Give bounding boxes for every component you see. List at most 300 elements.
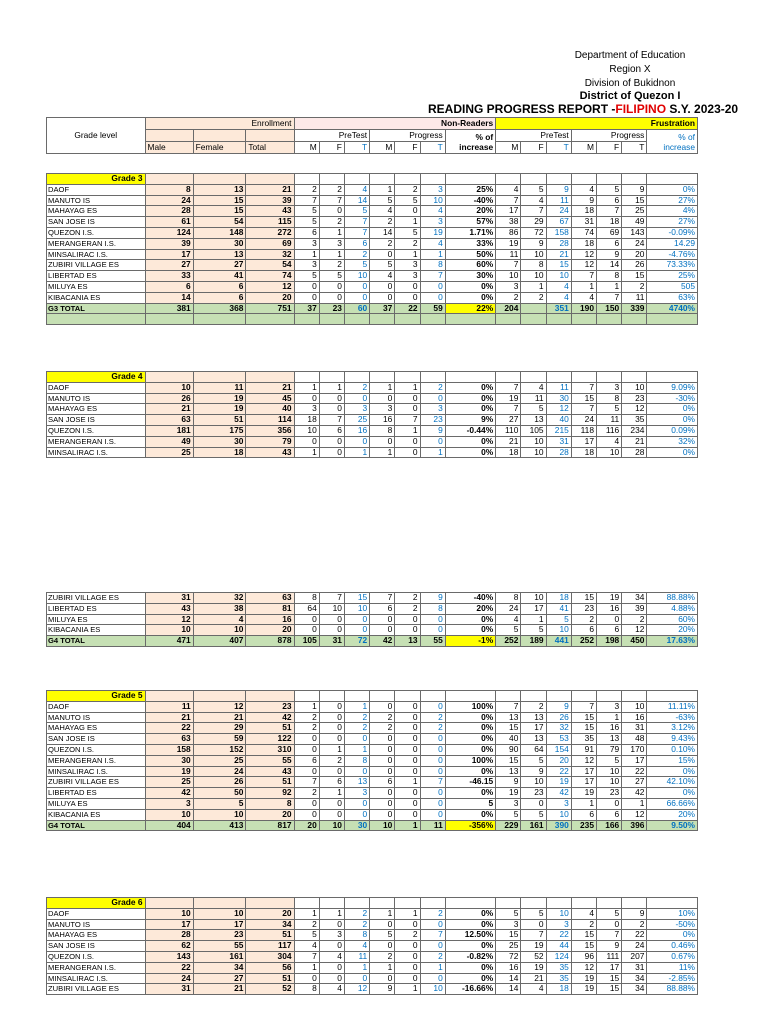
- grade5-table: [46, 690, 698, 831]
- cell-nr-pre-m: 1: [294, 447, 319, 458]
- cell-male: 43: [145, 603, 193, 614]
- cell-fr-prog-m: 74: [571, 227, 596, 238]
- cell-nr-prog-m: 0: [370, 625, 395, 636]
- cell-female: 10: [193, 809, 246, 820]
- cell-school: MAHAYAG ES: [47, 404, 146, 415]
- cell-fr-prog-f: 111: [596, 951, 621, 962]
- cell-fr-pre-m: 3: [496, 919, 521, 930]
- cell-male: 63: [145, 734, 193, 745]
- cell-fr-prog-m: 19: [571, 788, 596, 799]
- cell-fr-pre-m: 5: [496, 809, 521, 820]
- cell-nr-pre-f: 3: [319, 930, 344, 941]
- cell-total: 51: [246, 930, 294, 941]
- cell-fr-prog-t: 34: [622, 984, 647, 995]
- cell-fr-prog-f: 23: [596, 788, 621, 799]
- cell-nr-prog-m: 4: [370, 206, 395, 217]
- cell-nr-pre-t: 6: [344, 238, 369, 249]
- cell-total: 56: [246, 962, 294, 973]
- column-header-table: Grade level Enrollment Non-Readers Frustration PreTest Progress % of increase PreTest Progress % of increase Male Female Total M F T M F T M F T M F T: [46, 117, 698, 154]
- cell-nr-pre-m: 2: [294, 723, 319, 734]
- cell-nr-prog-m: 2: [370, 723, 395, 734]
- cell-fr-pct: 0%: [647, 447, 698, 458]
- cell-fr-prog-f: 11: [596, 415, 621, 426]
- cell-nr-prog-f: 2: [395, 930, 420, 941]
- cell-fr-pct: 11.11%: [647, 701, 698, 712]
- cell-fr-pre-t: 158: [546, 227, 571, 238]
- cell-fr-prog-m: 18: [571, 447, 596, 458]
- cell-female: 29: [193, 723, 246, 734]
- cell-fr-pct: 0.46%: [647, 941, 698, 952]
- cell-total: 45: [246, 393, 294, 404]
- cell-fr-prog-t: 39: [622, 603, 647, 614]
- cell-male: 39: [145, 238, 193, 249]
- cell-nr-pre-f: 0: [319, 436, 344, 447]
- cell-nr-pct: 0%: [445, 393, 495, 404]
- cell-fr-pre-t: 11: [546, 382, 571, 393]
- cell-nr-pre-f: 0: [319, 941, 344, 952]
- grade-title-row: [47, 691, 698, 702]
- table-row: [47, 217, 698, 228]
- table-row: [47, 809, 698, 820]
- cell-school: QUEZON I.S.: [47, 227, 146, 238]
- total-nr-pre-m: 105: [294, 636, 319, 647]
- cell-school: MINSALIRAC I.S.: [47, 766, 146, 777]
- cell-nr-prog-m: 6: [370, 603, 395, 614]
- cell-fr-prog-m: 17: [571, 436, 596, 447]
- cell-nr-pre-t: 12: [344, 984, 369, 995]
- cell-total: 20: [246, 625, 294, 636]
- cell-nr-prog-m: 1: [370, 382, 395, 393]
- cell-nr-pre-t: 2: [344, 712, 369, 723]
- cell-nr-pre-m: 3: [294, 260, 319, 271]
- cell-nr-prog-f: 0: [395, 809, 420, 820]
- cell-fr-prog-m: 6: [571, 625, 596, 636]
- cell-nr-pre-m: 6: [294, 755, 319, 766]
- cell-fr-pre-f: 10: [521, 447, 546, 458]
- cell-nr-pre-m: 8: [294, 984, 319, 995]
- cell-fr-pct: 27%: [647, 217, 698, 228]
- cell-fr-pre-m: 7: [496, 382, 521, 393]
- cell-nr-pct: 12.50%: [445, 930, 495, 941]
- cell-nr-pct: 0%: [445, 744, 495, 755]
- cell-school: MILUYA ES: [47, 281, 146, 292]
- cell-fr-pre-f: 5: [521, 755, 546, 766]
- cell-fr-prog-t: 34: [622, 973, 647, 984]
- cell-female: 54: [193, 217, 246, 228]
- total-fr-prog-m: 190: [571, 303, 596, 314]
- cell-male: 63: [145, 415, 193, 426]
- table-row: [47, 930, 698, 941]
- cell-nr-pre-m: 8: [294, 593, 319, 604]
- cell-fr-pre-f: 64: [521, 744, 546, 755]
- cell-fr-pre-m: 15: [496, 930, 521, 941]
- cell-fr-pct: 60%: [647, 614, 698, 625]
- cell-fr-prog-m: 4: [571, 184, 596, 195]
- cell-nr-pre-t: 5: [344, 260, 369, 271]
- cell-fr-pre-t: 124: [546, 951, 571, 962]
- cell-nr-pre-t: 2: [344, 908, 369, 919]
- cell-fr-prog-t: 170: [622, 744, 647, 755]
- total-fr-pre-f: [521, 303, 546, 314]
- cell-nr-pre-t: 2: [344, 382, 369, 393]
- cell-nr-prog-f: 0: [395, 614, 420, 625]
- cell-nr-pre-f: 1: [319, 249, 344, 260]
- cell-female: 21: [193, 712, 246, 723]
- cell-male: 49: [145, 436, 193, 447]
- table-row: [47, 962, 698, 973]
- total-nr-prog-f: 13: [395, 636, 420, 647]
- grade4-table-bottom: [46, 592, 698, 647]
- cell-school: ZUBIRI VILLAGE ES: [47, 260, 146, 271]
- cell-fr-pre-f: 1: [521, 281, 546, 292]
- cell-nr-prog-f: 0: [395, 447, 420, 458]
- cell-nr-pct: -16.66%: [445, 984, 495, 995]
- cell-nr-pre-t: 4: [344, 941, 369, 952]
- cell-fr-pre-m: 11: [496, 249, 521, 260]
- cell-female: 21: [193, 984, 246, 995]
- cell-nr-prog-t: 3: [420, 184, 445, 195]
- cell-school: MILUYA ES: [47, 614, 146, 625]
- cell-fr-pre-m: 21: [496, 436, 521, 447]
- cell-nr-pre-t: 7: [344, 227, 369, 238]
- table-row: [47, 777, 698, 788]
- cell-nr-pct: 20%: [445, 206, 495, 217]
- cell-fr-pre-t: 24: [546, 206, 571, 217]
- cell-nr-prog-f: 0: [395, 788, 420, 799]
- cell-fr-prog-t: 1: [622, 798, 647, 809]
- cell-fr-pre-m: 2: [496, 292, 521, 303]
- cell-fr-pre-f: 11: [521, 393, 546, 404]
- cell-fr-pre-m: 72: [496, 951, 521, 962]
- cell-fr-pre-m: 15: [496, 755, 521, 766]
- total-nr-pre-t: 30: [344, 820, 369, 831]
- cell-male: 124: [145, 227, 193, 238]
- cell-fr-pre-t: 30: [546, 393, 571, 404]
- header-total: Total: [246, 142, 294, 154]
- cell-nr-prog-m: 2: [370, 712, 395, 723]
- cell-nr-prog-t: 9: [420, 425, 445, 436]
- cell-school: DAOF: [47, 908, 146, 919]
- cell-nr-prog-m: 0: [370, 973, 395, 984]
- cell-nr-prog-f: 0: [395, 755, 420, 766]
- cell-nr-pre-t: 11: [344, 951, 369, 962]
- cell-fr-pre-m: 40: [496, 734, 521, 745]
- cell-fr-prog-m: 12: [571, 962, 596, 973]
- cell-fr-prog-t: 234: [622, 425, 647, 436]
- total-male: 471: [145, 636, 193, 647]
- cell-nr-pct: 0%: [445, 625, 495, 636]
- cell-fr-prog-f: 6: [596, 195, 621, 206]
- cell-fr-pre-m: 14: [496, 984, 521, 995]
- cell-fr-pre-m: 4: [496, 184, 521, 195]
- cell-female: 27: [193, 260, 246, 271]
- header-department: Department of Education: [574, 50, 686, 61]
- cell-nr-prog-m: 14: [370, 227, 395, 238]
- cell-total: 21: [246, 382, 294, 393]
- cell-total: 52: [246, 984, 294, 995]
- cell-fr-pre-m: 4: [496, 614, 521, 625]
- cell-fr-pre-f: 9: [521, 766, 546, 777]
- total-total: 751: [246, 303, 294, 314]
- cell-nr-pre-t: 0: [344, 766, 369, 777]
- cell-total: 51: [246, 723, 294, 734]
- cell-fr-pct: 63%: [647, 292, 698, 303]
- cell-female: 10: [193, 908, 246, 919]
- cell-fr-pre-m: 19: [496, 393, 521, 404]
- header-nr-progress: Progress: [370, 130, 446, 142]
- cell-nr-prog-t: 4: [420, 206, 445, 217]
- cell-female: 17: [193, 919, 246, 930]
- cell-fr-prog-t: 10: [622, 701, 647, 712]
- cell-fr-prog-f: 69: [596, 227, 621, 238]
- cell-fr-pct: 42.10%: [647, 777, 698, 788]
- cell-fr-prog-f: 5: [596, 755, 621, 766]
- cell-nr-pct: 0%: [445, 404, 495, 415]
- cell-fr-pre-t: 4: [546, 281, 571, 292]
- cell-nr-pre-t: 2: [344, 249, 369, 260]
- cell-nr-pre-t: 7: [344, 217, 369, 228]
- cell-fr-pre-m: 5: [496, 908, 521, 919]
- cell-fr-pre-t: 26: [546, 712, 571, 723]
- cell-nr-pre-f: 0: [319, 625, 344, 636]
- cell-fr-prog-t: 16: [622, 712, 647, 723]
- cell-fr-pre-m: 10: [496, 271, 521, 282]
- cell-fr-pre-t: 12: [546, 404, 571, 415]
- cell-fr-prog-t: 34: [622, 593, 647, 604]
- table-row: [47, 404, 698, 415]
- cell-nr-pre-f: 2: [319, 260, 344, 271]
- cell-nr-prog-t: 8: [420, 603, 445, 614]
- cell-fr-pre-t: 3: [546, 798, 571, 809]
- cell-fr-prog-t: 12: [622, 404, 647, 415]
- cell-fr-pct: 66.66%: [647, 798, 698, 809]
- total-fr-pre-t: 441: [546, 636, 571, 647]
- cell-fr-prog-f: 16: [596, 603, 621, 614]
- table-row: [47, 701, 698, 712]
- cell-nr-pre-t: 0: [344, 393, 369, 404]
- cell-nr-prog-t: 2: [420, 908, 445, 919]
- cell-total: 16: [246, 614, 294, 625]
- cell-nr-pre-t: 8: [344, 930, 369, 941]
- cell-nr-pre-f: 0: [319, 206, 344, 217]
- cell-fr-pre-f: 5: [521, 404, 546, 415]
- cell-nr-prog-m: 0: [370, 788, 395, 799]
- cell-fr-pct: 20%: [647, 625, 698, 636]
- cell-female: 30: [193, 238, 246, 249]
- cell-female: 32: [193, 593, 246, 604]
- cell-nr-prog-t: 0: [420, 614, 445, 625]
- cell-nr-prog-m: 7: [370, 593, 395, 604]
- cell-nr-prog-t: 0: [420, 701, 445, 712]
- cell-fr-pct: 27%: [647, 195, 698, 206]
- cell-nr-pct: 0%: [445, 908, 495, 919]
- cell-fr-prog-f: 3: [596, 382, 621, 393]
- cell-male: 11: [145, 701, 193, 712]
- cell-nr-prog-f: 1: [395, 425, 420, 436]
- cell-nr-pct: -46.15: [445, 777, 495, 788]
- cell-nr-pre-t: 0: [344, 734, 369, 745]
- cell-fr-pre-m: 14: [496, 973, 521, 984]
- cell-fr-prog-t: 2: [622, 919, 647, 930]
- cell-fr-pre-f: 17: [521, 603, 546, 614]
- cell-nr-prog-m: 0: [370, 436, 395, 447]
- cell-fr-pre-t: 35: [546, 973, 571, 984]
- cell-fr-prog-f: 4: [596, 436, 621, 447]
- cell-school: MILUYA ES: [47, 798, 146, 809]
- cell-fr-prog-f: 7: [596, 292, 621, 303]
- cell-fr-prog-f: 6: [596, 625, 621, 636]
- cell-female: 34: [193, 962, 246, 973]
- cell-nr-prog-f: 0: [395, 734, 420, 745]
- cell-nr-pre-m: 7: [294, 195, 319, 206]
- cell-fr-prog-f: 6: [596, 238, 621, 249]
- cell-fr-pct: 14.29: [647, 238, 698, 249]
- cell-fr-prog-m: 96: [571, 951, 596, 962]
- cell-school: MINSALIRAC I.S.: [47, 973, 146, 984]
- cell-nr-pre-m: 64: [294, 603, 319, 614]
- cell-total: 20: [246, 809, 294, 820]
- cell-nr-pre-f: 7: [319, 593, 344, 604]
- cell-nr-prog-m: 0: [370, 249, 395, 260]
- cell-school: SAN JOSE IS: [47, 941, 146, 952]
- cell-fr-prog-f: 7: [596, 206, 621, 217]
- cell-nr-prog-f: 3: [395, 271, 420, 282]
- cell-fr-prog-m: 15: [571, 723, 596, 734]
- cell-total: 63: [246, 593, 294, 604]
- cell-male: 12: [145, 614, 193, 625]
- cell-fr-pct: -2.85%: [647, 973, 698, 984]
- cell-nr-prog-t: 0: [420, 625, 445, 636]
- header-region: Region X: [609, 64, 651, 75]
- total-fr-prog-f: 198: [596, 636, 621, 647]
- total-nr-prog-t: 11: [420, 820, 445, 831]
- cell-total: 8: [246, 798, 294, 809]
- cell-nr-prog-t: 0: [420, 281, 445, 292]
- table-row: [47, 292, 698, 303]
- cell-fr-pre-f: 13: [521, 415, 546, 426]
- cell-nr-pre-t: 0: [344, 809, 369, 820]
- cell-fr-pre-t: 40: [546, 415, 571, 426]
- cell-female: 38: [193, 603, 246, 614]
- header-division: Division of Bukidnon: [584, 78, 676, 89]
- cell-fr-prog-t: 27: [622, 777, 647, 788]
- total-school: G4 TOTAL: [47, 820, 146, 831]
- cell-fr-pre-f: 1: [521, 614, 546, 625]
- cell-nr-prog-m: 2: [370, 951, 395, 962]
- total-fr-prog-f: 150: [596, 303, 621, 314]
- cell-fr-pre-m: 16: [496, 962, 521, 973]
- cell-nr-prog-m: 0: [370, 798, 395, 809]
- cell-fr-pre-m: 18: [496, 447, 521, 458]
- cell-total: 79: [246, 436, 294, 447]
- cell-fr-pre-f: 19: [521, 962, 546, 973]
- cell-fr-pre-m: 38: [496, 217, 521, 228]
- cell-nr-prog-m: 1: [370, 908, 395, 919]
- cell-nr-prog-f: 0: [395, 962, 420, 973]
- cell-nr-pct: 57%: [445, 217, 495, 228]
- cell-fr-prog-m: 4: [571, 908, 596, 919]
- cell-nr-pct: 0%: [445, 436, 495, 447]
- grade-title-row: [47, 372, 698, 383]
- cell-nr-prog-t: 0: [420, 393, 445, 404]
- cell-total: 115: [246, 217, 294, 228]
- cell-nr-pre-f: 0: [319, 723, 344, 734]
- cell-male: 10: [145, 382, 193, 393]
- cell-total: 304: [246, 951, 294, 962]
- cell-nr-pct: -0.44%: [445, 425, 495, 436]
- cell-fr-prog-t: 31: [622, 962, 647, 973]
- cell-fr-pre-f: 105: [521, 425, 546, 436]
- cell-fr-pre-t: 11: [546, 195, 571, 206]
- cell-nr-pre-f: 0: [319, 281, 344, 292]
- cell-fr-pre-m: 3: [496, 281, 521, 292]
- cell-nr-pre-m: 0: [294, 281, 319, 292]
- cell-fr-prog-t: 15: [622, 195, 647, 206]
- cell-female: 24: [193, 766, 246, 777]
- cell-nr-prog-t: 10: [420, 984, 445, 995]
- table-row: [47, 766, 698, 777]
- cell-fr-pct: 11%: [647, 962, 698, 973]
- cell-nr-pre-f: 0: [319, 973, 344, 984]
- cell-fr-pct: 0%: [647, 184, 698, 195]
- cell-fr-prog-m: 12: [571, 755, 596, 766]
- cell-nr-pre-t: 0: [344, 625, 369, 636]
- cell-nr-pre-m: 6: [294, 227, 319, 238]
- cell-nr-pct: 25%: [445, 184, 495, 195]
- cell-fr-prog-f: 19: [596, 593, 621, 604]
- cell-nr-pre-f: 4: [319, 951, 344, 962]
- cell-nr-pre-f: 2: [319, 184, 344, 195]
- cell-male: 14: [145, 292, 193, 303]
- cell-nr-pre-f: 0: [319, 393, 344, 404]
- cell-male: 10: [145, 908, 193, 919]
- cell-school: DAOF: [47, 701, 146, 712]
- cell-nr-pre-f: 0: [319, 614, 344, 625]
- cell-fr-prog-f: 9: [596, 941, 621, 952]
- table-row: [47, 436, 698, 447]
- cell-fr-pre-f: 2: [521, 701, 546, 712]
- cell-fr-prog-f: 15: [596, 984, 621, 995]
- cell-nr-prog-f: 0: [395, 625, 420, 636]
- total-fr-prog-t: 396: [622, 820, 647, 831]
- cell-school: KIBACANIA ES: [47, 292, 146, 303]
- cell-fr-pct: 4%: [647, 206, 698, 217]
- cell-fr-prog-m: 15: [571, 930, 596, 941]
- cell-school: MERANGERAN I.S.: [47, 436, 146, 447]
- cell-nr-prog-f: 0: [395, 766, 420, 777]
- table-row: [47, 788, 698, 799]
- table-row: [47, 447, 698, 458]
- cell-nr-prog-t: 2: [420, 382, 445, 393]
- cell-nr-prog-f: 0: [395, 712, 420, 723]
- cell-fr-pre-f: 21: [521, 973, 546, 984]
- cell-nr-pre-f: 6: [319, 425, 344, 436]
- cell-nr-pre-m: 2: [294, 184, 319, 195]
- cell-female: 13: [193, 249, 246, 260]
- cell-fr-pre-t: 9: [546, 184, 571, 195]
- cell-fr-prog-t: 17: [622, 755, 647, 766]
- cell-fr-pct: -30%: [647, 393, 698, 404]
- table-row: [47, 415, 698, 426]
- cell-nr-pct: 60%: [445, 260, 495, 271]
- cell-fr-prog-t: 12: [622, 625, 647, 636]
- total-nr-prog-m: 42: [370, 636, 395, 647]
- cell-fr-pre-f: 8: [521, 260, 546, 271]
- cell-nr-pre-m: 7: [294, 777, 319, 788]
- cell-nr-prog-f: 1: [395, 777, 420, 788]
- table-row: [47, 755, 698, 766]
- cell-nr-pre-m: 0: [294, 393, 319, 404]
